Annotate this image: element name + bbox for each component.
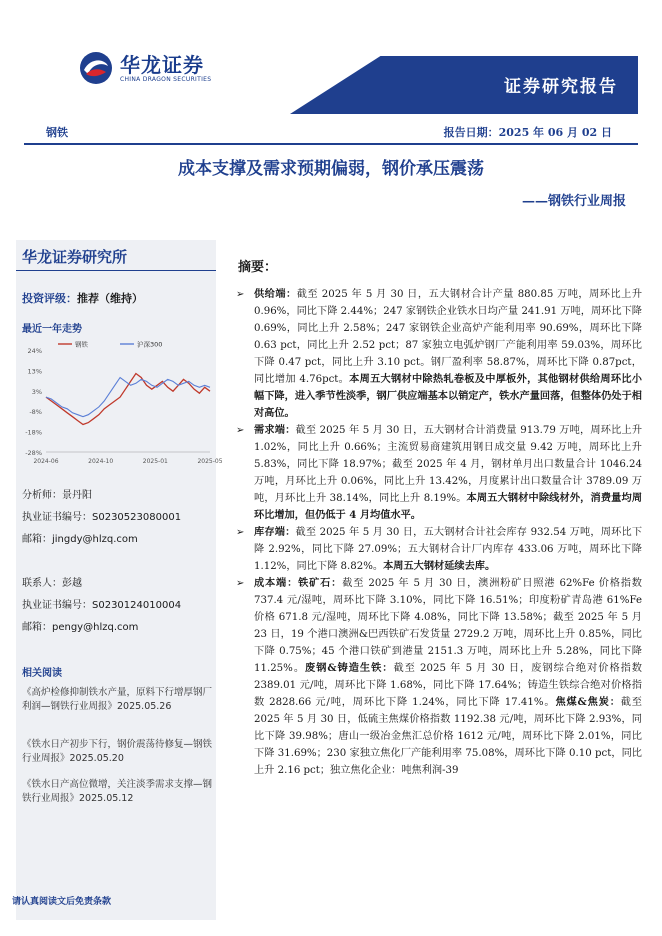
y-tick-label: 13% <box>27 367 42 376</box>
rating-label: 投资评级： <box>22 292 77 305</box>
x-tick-label: 2025-01 <box>142 458 168 465</box>
para-highlight: 焦煤&焦炭： <box>555 696 621 708</box>
meta-row <box>24 124 638 142</box>
divider-line <box>24 143 638 145</box>
para-highlight: 本周五大钢材延续去库。 <box>383 560 496 572</box>
logo-en-text: CHINA DRAGON SECURITIES <box>120 75 212 83</box>
related-item[interactable]: 《高炉检修抑制铁水产量，原料下行增厚钢厂利润—钢铁行业周报》2025.05.26 <box>22 687 213 712</box>
x-tick-label: 2025-05 <box>197 458 223 465</box>
rating-value: 推荐（维持） <box>77 292 143 305</box>
y-tick-label: -8% <box>29 408 42 417</box>
sidebar <box>16 240 223 920</box>
company-logo <box>78 50 211 86</box>
para-text: 截至 2025 年 5 月 30 日，五大钢材合计消费量 913.79 万吨，周环比上升 1.02%，同比上升 0.66%；主流贸易商建筑用钢日成交量 9.42 万吨，周环比上升 5.83%，同比下降 18.97%；截至 2025 年 4 月，钢材单月出口数量合计 1046.24 万吨，月环比上升 0.06%，同比上升 13.42%，月度累计出口数量合计 3789.09 万吨，月环比上升 38.14%，同比上升 8.19%。 <box>254 425 643 504</box>
para-highlight: 废钢&铸造生铁： <box>305 662 394 674</box>
para-lead: 供给端： <box>254 288 297 300</box>
para-highlight: 本周五大钢材中除热轧卷板及中厚板外，其他钢材供给周环比小幅下降，进入季节性淡季，钢厂供应端基本以销定产，铁水产量回落，但整体仍处于相对高位。 <box>254 373 642 419</box>
para-lead: 库存端： <box>254 526 296 538</box>
para-lead: 成本端：铁矿石： <box>254 577 343 589</box>
arrow-bullet-icon: ➢ <box>236 289 245 300</box>
x-tick-label: 2024-06 <box>33 458 59 465</box>
para-text: 截至 2025 年 5 月 30 日，五大钢材合计产量 880.85 万吨，周环比上升 0.96%，同比下降 2.44%；247 家钢铁企业铁水日均产量 241.91 万吨，周环比下降 0.69%，同比上升 2.58%；247 家钢铁企业高炉产能利用率 90.69%，周环比下降 0.63 pct，同比上升 2.52 pct；87 家独立电弧炉钢厂产能利用率 59.03%，周环比下降 0.47 pct，同比上升 3.10 pct。钢厂盈利率 58.87%，周环比下降 0.87pct，同比增加 4.76pct。 <box>254 289 643 385</box>
report-date: 报告日期：2025 年 06 月 02 日 <box>443 126 612 139</box>
summary-para-supply <box>232 286 642 422</box>
related-item[interactable]: 《铁水日产初步下行，钢价震荡待修复—钢铁行业周报》2025.05.20 <box>22 739 213 764</box>
sidebar-divider <box>16 270 216 271</box>
summary-para-demand <box>232 422 642 524</box>
investment-rating <box>22 290 143 306</box>
dragon-logo-icon <box>78 50 114 86</box>
trend-chart <box>16 336 223 472</box>
trend-label: 最近一年走势 <box>22 324 82 335</box>
related-item[interactable]: 《铁水日产高位微增，关注淡季需求支撑—钢铁行业周报》2025.05.12 <box>22 779 213 804</box>
para-text: 截至 2025 年 5 月 30 日，澳洲粉矿日照港 62%Fe 价格指数 737.4 元/湿吨，周环比下降 3.10%，同比下降 16.51%；印度粉矿青岛港 61%Fe 价格 671.8 元/湿吨，周环比下降 4.08%，同比下降 13.58%；截至 2025 年 5 月 23 日，19 个港口澳洲&巴西铁矿石发货量 2729.2 万吨，周环比上升 0.85%，同比下降 0.75%；45 个港口铁矿到港量 2151.3 万吨，周环比上升 5.28%，同比下降 11.25%。 <box>254 578 642 674</box>
analyst-cert: 执业证书编号：S0230523080001 <box>22 512 182 523</box>
analyst-name: 分析师：景丹阳 <box>22 490 92 501</box>
arrow-bullet-icon: ➢ <box>236 578 245 589</box>
para-text: 截至 2025 年 5 月 30 日，废钢综合绝对价格指数 2389.01 元/吨，周环比下降 1.68%，同比下降 17.64%；铸造生铁综合绝对价格指数 2828.66 元/吨，周环比下降 1.24%，同比下降 17.41%。 <box>254 663 642 708</box>
report-type-label: 证券研究报告 <box>504 77 618 97</box>
summary-para-inventory <box>232 524 642 575</box>
y-tick-label: 24% <box>27 347 42 355</box>
arrow-bullet-icon: ➢ <box>236 425 245 436</box>
related-reading-label: 相关阅读 <box>22 668 62 679</box>
contact-email[interactable]: 邮箱：pengy@hlzq.com <box>22 622 139 633</box>
contact-name: 联系人：彭越 <box>22 578 82 589</box>
industry-label: 钢铁 <box>46 126 68 139</box>
logo-cn-text: 华龙证券 <box>120 52 204 77</box>
trend-chart-svg <box>16 336 223 472</box>
x-tick-label: 2024-10 <box>88 458 114 465</box>
analyst-email[interactable]: 邮箱：jingdy@hlzq.com <box>22 534 138 545</box>
y-tick-label: 3% <box>31 387 42 396</box>
series-line-hs300 <box>46 378 210 417</box>
y-tick-label: -18% <box>25 428 42 437</box>
para-lead: 需求端： <box>254 424 296 436</box>
summary-para-cost <box>232 575 642 779</box>
summary-content <box>232 286 642 779</box>
disclaimer-note: 请认真阅读文后免责条款 <box>12 897 112 907</box>
series-line-steel <box>46 374 210 425</box>
y-tick-label: -28% <box>25 449 42 457</box>
institute-name: 华龙证券研究所 <box>22 248 128 266</box>
para-highlight: 本周五大钢材中除线材外，消费量均周环比增加，但仍低于 4 月均值水平。 <box>254 492 643 521</box>
arrow-bullet-icon: ➢ <box>236 527 245 538</box>
para-text: 截至 2025 年 5 月 30 日，五大钢材合计社会库存 932.54 万吨，周环比下降 2.92%，同比下降 27.09%；五大钢材合计厂内库存 433.06 万吨，周环比下降 1.12%，同比下降 8.82%。 <box>254 527 643 572</box>
report-title: 成本支撑及需求预期偏弱，钢价承压震荡 <box>178 159 484 179</box>
legend-label: 钢铁 <box>75 340 88 349</box>
legend-label: 沪深300 <box>137 340 163 349</box>
summary-title: 摘要： <box>238 260 278 275</box>
report-header <box>0 0 662 115</box>
para-text: 截至 2025 年 5 月 30 日，低硫主焦煤价格指数 1192.38 元/吨，周环比下降 2.93%，同比下降 39.98%；唐山一级冶金焦汇总价格 1612 元/吨，周环比下降 2.01%，同比下降 31.69%；230 家独立焦化厂产能利用率 75.08%，周环比下降 0.10 pct，同比上升 2.16 pct；独立焦化企业：吨焦利润-39 <box>254 697 642 776</box>
report-subtitle: ——钢铁行业周报 <box>521 194 626 209</box>
contact-cert: 执业证书编号：S0230124010004 <box>22 600 182 611</box>
